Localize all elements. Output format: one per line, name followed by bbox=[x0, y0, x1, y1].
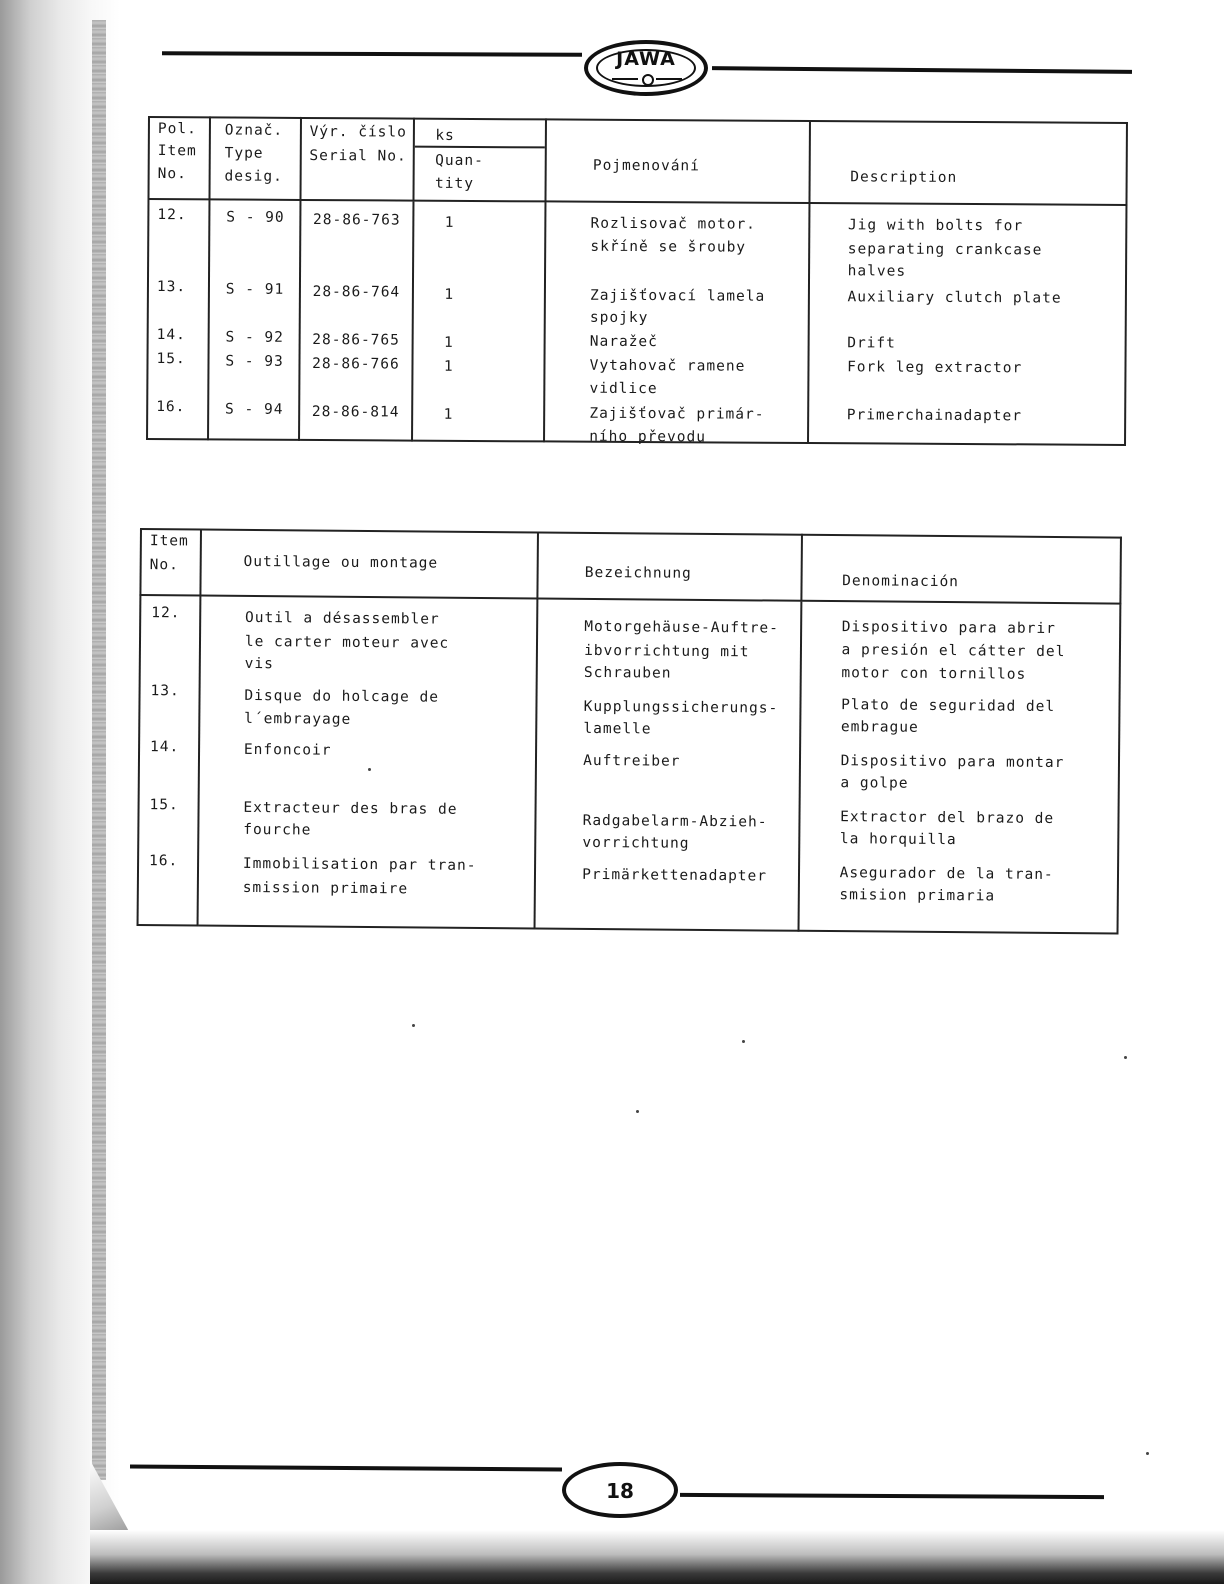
jawa-logo bbox=[584, 40, 708, 96]
item-number: 12. bbox=[151, 605, 181, 622]
header-text: Item bbox=[157, 143, 197, 160]
scan-binding-strip bbox=[92, 20, 106, 1480]
header-text: Outillage ou montage bbox=[243, 553, 439, 572]
english-description-line: Drift bbox=[847, 335, 896, 352]
header-text: Serial No. bbox=[309, 147, 407, 165]
item-number: 16. bbox=[149, 853, 179, 870]
header-text: Pojmenování bbox=[592, 157, 700, 175]
czech-name-line: spojky bbox=[589, 309, 649, 327]
czech-name-line: ního převodu bbox=[589, 428, 707, 446]
serial-number: 28-86-766 bbox=[312, 356, 400, 373]
german-name-line: lamelle bbox=[583, 720, 652, 738]
scan-speck bbox=[412, 1024, 415, 1027]
czech-name-line: Rozlisovač motor. bbox=[590, 215, 756, 233]
col-header-spanish bbox=[801, 535, 1121, 604]
logo-brand-text: JAWA bbox=[616, 48, 676, 70]
german-name-line: Kupplungssicherungs- bbox=[583, 698, 779, 717]
col-header-english bbox=[809, 121, 1127, 205]
col-header-german bbox=[538, 532, 802, 600]
header-text: No. bbox=[157, 166, 187, 183]
item-number: 12. bbox=[157, 207, 187, 224]
german-name-line: Auftreiber bbox=[583, 752, 681, 770]
english-description-line: separating crankcase bbox=[847, 241, 1043, 259]
table2-header-row bbox=[140, 529, 1121, 604]
item-column bbox=[138, 595, 201, 926]
item-number: 13. bbox=[150, 683, 180, 700]
type-column bbox=[208, 199, 300, 440]
quantity-column bbox=[412, 201, 545, 442]
header-text: Výr. číslo bbox=[309, 123, 407, 141]
header-text: No. bbox=[149, 557, 179, 574]
french-name-line: le carter moteur avec bbox=[244, 633, 450, 652]
french-name-line: Disque do holcage de bbox=[244, 687, 440, 706]
type-designation: S - 94 bbox=[225, 401, 284, 418]
header-text: Denominación bbox=[842, 573, 960, 591]
spanish-name-line: Plato de seguridad del bbox=[841, 697, 1056, 715]
header-text: Description bbox=[850, 169, 958, 186]
col-header-item bbox=[140, 529, 200, 596]
quantity-value: 1 bbox=[443, 406, 454, 423]
serial-number: 28-86-763 bbox=[313, 212, 401, 229]
scan-speck bbox=[742, 1040, 745, 1043]
spanish-name-line: Dispositivo para abrir bbox=[841, 619, 1056, 637]
english-description-line: Auxiliary clutch plate bbox=[847, 289, 1062, 307]
spanish-name-line: Extractor del brazo de bbox=[840, 809, 1055, 827]
german-name-line: Motorgehäuse-Auftre- bbox=[584, 618, 779, 637]
english-description-line: halves bbox=[847, 263, 907, 280]
item-number: 15. bbox=[149, 797, 179, 814]
french-name-line: Enfoncoir bbox=[243, 741, 332, 759]
spanish-name-column bbox=[798, 601, 1120, 934]
spanish-name-line: Asegurador de la tran- bbox=[839, 865, 1054, 883]
header-text: Bezeichnung bbox=[584, 564, 692, 582]
english-description-column bbox=[808, 203, 1127, 445]
czech-name-line: vidlice bbox=[589, 380, 658, 398]
item-number: 15. bbox=[156, 351, 186, 368]
header-text: tity bbox=[434, 175, 475, 192]
table1-body-row bbox=[147, 199, 1126, 445]
footer-rule-right bbox=[680, 1493, 1104, 1499]
quantity-value: 1 bbox=[444, 214, 455, 231]
spanish-name-line: motor con tornillos bbox=[841, 665, 1027, 683]
col-header-czech bbox=[546, 119, 810, 203]
scan-speck bbox=[1146, 1452, 1149, 1455]
header-text: Type bbox=[224, 145, 264, 162]
scan-speck bbox=[636, 1110, 639, 1113]
czech-name-line: Zajišťovací lamela bbox=[590, 287, 766, 305]
german-name-line: Primärkettenadapter bbox=[582, 866, 768, 885]
scan-speck bbox=[368, 768, 371, 771]
french-name-line: Outil a désassembler bbox=[245, 609, 440, 628]
french-name-line: l´embrayage bbox=[244, 710, 352, 728]
english-description-line: Jig with bolts for bbox=[847, 217, 1024, 235]
english-description-line: Fork leg extractor bbox=[847, 359, 1023, 377]
col-header-quantity bbox=[414, 119, 546, 202]
header-rule-right bbox=[712, 66, 1132, 74]
czech-name-line: Vytahovač ramene bbox=[589, 357, 746, 375]
type-designation: S - 92 bbox=[225, 329, 284, 346]
czech-name-line: Naražeč bbox=[589, 333, 658, 351]
german-name-line: vorrichtung bbox=[582, 834, 690, 852]
german-name-line: Schrauben bbox=[583, 664, 672, 682]
czech-name-line: skříně se šrouby bbox=[590, 238, 747, 256]
french-name-column bbox=[197, 596, 537, 929]
czech-name-line: Zajišťovač primár- bbox=[589, 405, 765, 423]
page-number-badge bbox=[562, 1462, 678, 1518]
type-designation: S - 91 bbox=[225, 281, 285, 298]
german-name-line: ibvorrichtung mit bbox=[584, 642, 750, 661]
tools-table-czech-english bbox=[146, 116, 1128, 446]
spanish-name-line: a presión el cátter del bbox=[841, 642, 1066, 661]
english-description-line: Primerchainadapter bbox=[846, 407, 1022, 425]
header-rule-left bbox=[162, 51, 582, 56]
header-text: Pol. bbox=[157, 121, 197, 138]
serial-column bbox=[299, 200, 414, 441]
table1-header-row bbox=[148, 117, 1126, 205]
spanish-name-line: Dispositivo para montar bbox=[840, 753, 1065, 772]
french-name-line: Extracteur des bras de bbox=[243, 799, 458, 818]
spanish-name-line: a golpe bbox=[840, 775, 909, 792]
header-text: desig. bbox=[224, 168, 283, 185]
serial-number: 28-86-764 bbox=[312, 284, 401, 301]
col-header-serial bbox=[300, 118, 414, 201]
footer-rule-left bbox=[130, 1464, 562, 1471]
header-text: Item bbox=[149, 533, 189, 550]
scan-speck bbox=[1124, 1056, 1127, 1059]
czech-name-column bbox=[544, 201, 809, 446]
header-text: Quan- bbox=[435, 152, 484, 170]
item-number: 14. bbox=[150, 739, 180, 756]
header-text: ks bbox=[435, 127, 455, 144]
quantity-value: 1 bbox=[444, 286, 455, 303]
scan-shadow-bottom bbox=[90, 1530, 1224, 1584]
spanish-name-line: embrague bbox=[840, 719, 919, 736]
spanish-name-line: smision primaria bbox=[839, 887, 996, 905]
col-header-french bbox=[200, 530, 538, 599]
serial-number: 28-86-814 bbox=[311, 404, 400, 421]
item-number: 16. bbox=[156, 399, 186, 416]
french-name-line: vis bbox=[244, 655, 274, 673]
item-column bbox=[147, 199, 209, 439]
item-number: 13. bbox=[156, 279, 187, 296]
serial-number: 28-86-765 bbox=[312, 332, 400, 349]
type-designation: S - 90 bbox=[226, 209, 285, 226]
french-name-line: Immobilisation par tran- bbox=[242, 855, 477, 874]
french-name-line: smission primaire bbox=[242, 879, 409, 898]
french-name-line: fourche bbox=[243, 821, 312, 839]
spanish-name-line: la horquilla bbox=[839, 831, 957, 849]
table2-body-row bbox=[138, 595, 1121, 934]
german-name-line: Radgabelarm-Abzieh- bbox=[582, 812, 768, 831]
header-text: Označ. bbox=[224, 122, 284, 139]
tools-table-french-german-spanish bbox=[137, 528, 1122, 935]
col-header-item bbox=[148, 117, 209, 199]
type-designation: S - 93 bbox=[225, 353, 284, 370]
logo-wheel-icon bbox=[642, 74, 654, 86]
page-number: 18 bbox=[606, 1479, 634, 1503]
item-number: 14. bbox=[156, 327, 186, 344]
quantity-value: 1 bbox=[444, 334, 454, 351]
quantity-value: 1 bbox=[443, 358, 454, 375]
col-header-type bbox=[209, 117, 300, 200]
german-name-column bbox=[535, 598, 801, 930]
